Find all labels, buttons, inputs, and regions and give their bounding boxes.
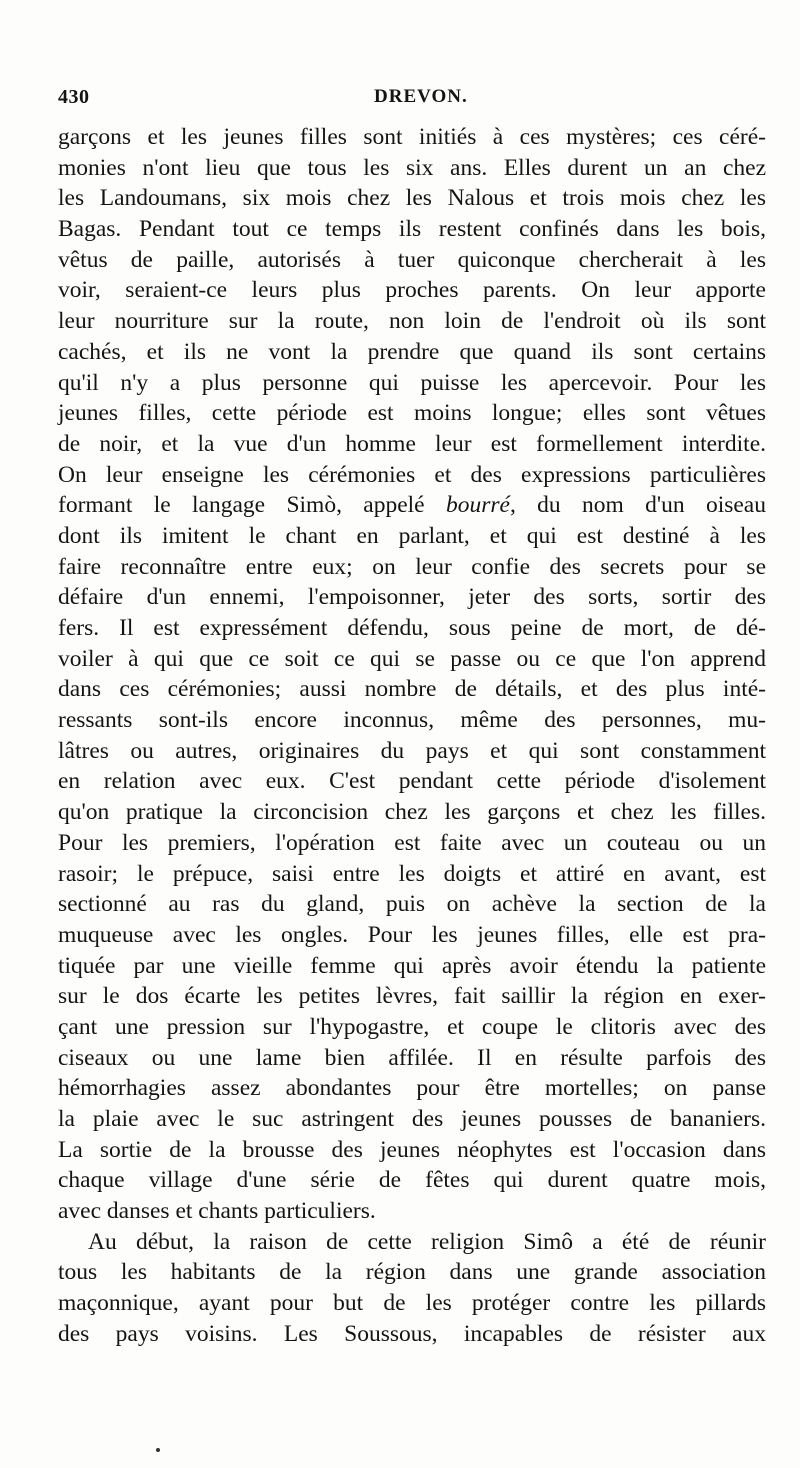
paragraph-end-line: avec danses et chants particuliers. bbox=[58, 1198, 376, 1225]
text-line: La sortie de la brousse des jeunes néophytes est l'occasion dans bbox=[58, 1136, 766, 1163]
text-line: Bagas. Pendant tout ce temps ils restent confinés dans les bois, bbox=[58, 216, 766, 243]
text-line: faire reconnaître entre eux; on leur confie des secrets pour se bbox=[58, 553, 766, 580]
text-line: jeunes filles, cette période est moins longue; elles sont vêtues bbox=[58, 400, 766, 427]
text-line: des pays voisins. Les Soussous, incapables de résister aux bbox=[58, 1320, 766, 1347]
text-line: cachés, et ils ne vont la prendre que quand ils sont certains bbox=[58, 338, 766, 365]
text-line: dans ces cérémonies; aussi nombre de détails, et des plus inté- bbox=[58, 676, 766, 703]
text-line: muqueuse avec les ongles. Pour les jeunes filles, elle est pra- bbox=[58, 921, 766, 948]
text-line: de noir, et la vue d'un homme leur est formellement interdite. bbox=[58, 430, 766, 457]
text-line: voir, seraient-ce leurs plus proches parents. On leur apporte bbox=[58, 277, 766, 304]
text-line: ciseaux ou une lame bien affilée. Il en résulte parfois des bbox=[58, 1044, 766, 1071]
text-line: tous les habitants de la région dans une grande association bbox=[58, 1259, 766, 1286]
text-line: tiquée par une vieille femme qui après avoir étendu la patiente bbox=[58, 952, 766, 979]
text-line: chaque village d'une série de fêtes qui durent quatre mois, bbox=[58, 1167, 766, 1194]
text-line: monies n'ont lieu que tous les six ans. Elles durent un an chez bbox=[58, 154, 766, 181]
text-line: dont ils imitent le chant en parlant, et qui est destiné à les bbox=[58, 522, 766, 549]
running-head: DREVON. bbox=[374, 86, 468, 107]
text-line: les Landoumans, six mois chez les Nalous et trois mois chez les bbox=[58, 185, 766, 212]
body-text bbox=[58, 122, 766, 1350]
text-line: çant une pression sur l'hypogastre, et coupe le clitoris avec des bbox=[58, 1013, 766, 1040]
text-line: qu'il n'y a plus personne qui puisse les apercevoir. Pour les bbox=[58, 369, 766, 396]
text-line: ressants sont-ils encore inconnus, même des personnes, mu- bbox=[58, 707, 766, 734]
text-line: en relation avec eux. C'est pendant cette période d'isolement bbox=[58, 768, 766, 795]
text-line: On leur enseigne les cérémonies et des expressions particulières bbox=[58, 461, 766, 488]
italic-term: bourré bbox=[445, 492, 510, 519]
text-line: maçonnique, ayant pour but de les protéger contre les pillards bbox=[58, 1290, 766, 1317]
text-line: hémorrhagies assez abondantes pour être mortelles; on panse bbox=[58, 1075, 766, 1102]
text-line: fers. Il est expressément défendu, sous peine de mort, de dé- bbox=[58, 615, 766, 641]
text-line: la plaie avec le suc astringent des jeunes pousses de bananiers. bbox=[58, 1106, 766, 1132]
text-line: voiler à qui que ce soit ce qui se passe ou ce que l'on apprend bbox=[58, 645, 766, 672]
text-line: vêtus de paille, autorisés à tuer quiconque chercherait à les bbox=[58, 246, 766, 273]
text-line: leur nourriture sur la route, non loin de l'endroit où ils sont bbox=[58, 308, 766, 335]
paragraph-start-line: Au début, la raison de cette religion Simô a été de réunir bbox=[88, 1228, 766, 1255]
text-line: défaire d'un ennemi, l'empoisonner, jeter des sorts, sortir des bbox=[58, 584, 766, 611]
text-line: sectionné au ras du gland, puis on achève la section de la bbox=[58, 891, 766, 918]
text-line: rasoir; le prépuce, saisi entre les doigts et attiré en avant, est bbox=[58, 860, 766, 887]
text-line: lâtres ou autres, originaires du pays et qui sont constamment bbox=[58, 737, 766, 764]
page-header bbox=[58, 86, 766, 112]
text-line: Pour les premiers, l'opération est faite avec un couteau ou un bbox=[58, 829, 766, 856]
text-line: garçons et les jeunes filles sont initiés à ces mystères; ces céré- bbox=[58, 124, 766, 150]
text-line: sur le dos écarte les petites lèvres, fait saillir la région en exer- bbox=[58, 983, 766, 1010]
text-line: qu'on pratique la circoncision chez les garçons et chez les filles. bbox=[58, 799, 766, 826]
page-number: 430 bbox=[58, 86, 90, 108]
text-line: formant le langage Simò, appelé bourré, du nom d'un oiseau bbox=[58, 492, 766, 519]
print-speck bbox=[156, 1448, 160, 1452]
